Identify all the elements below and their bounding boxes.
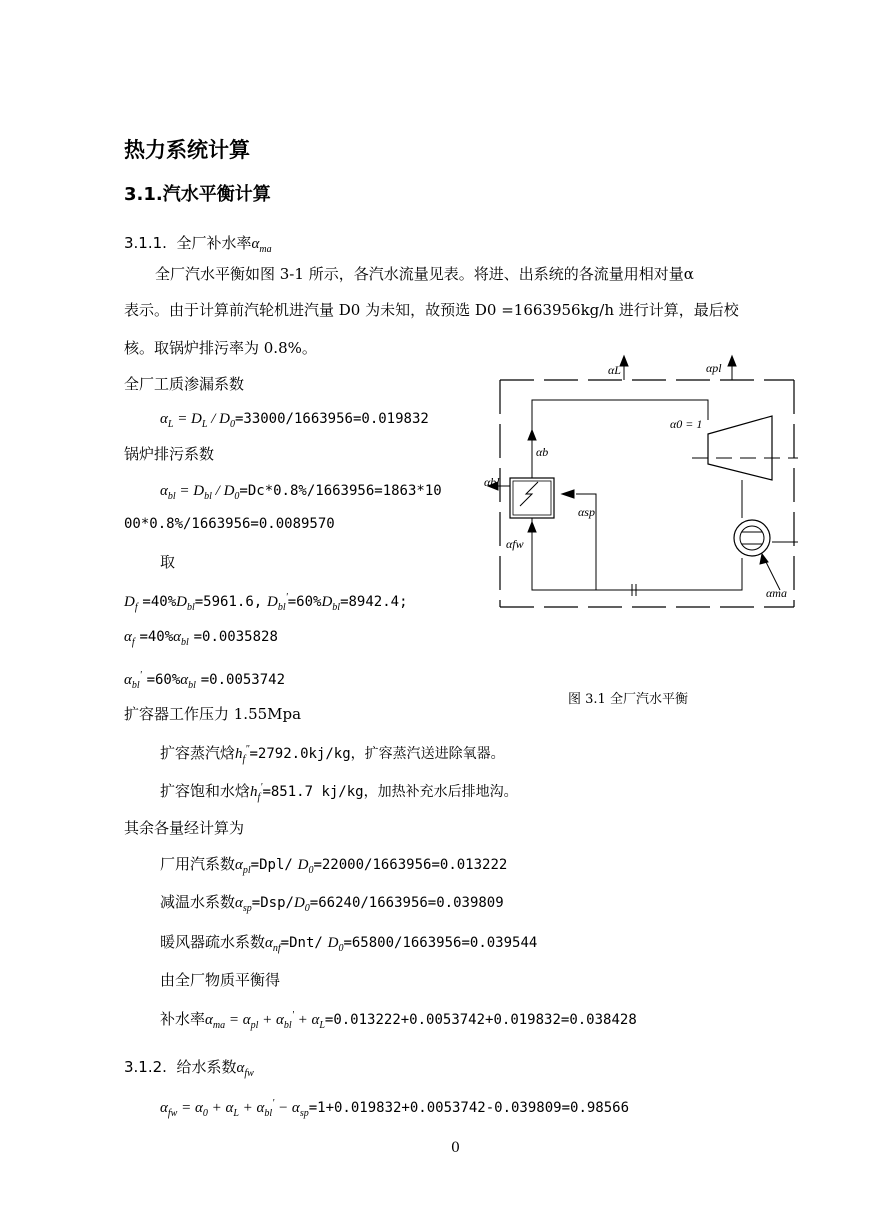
turbine: [692, 416, 798, 480]
svg-text:αb: αb: [536, 445, 549, 459]
boiler: [510, 478, 554, 518]
blowdown-title: 锅炉排污系数: [124, 445, 215, 463]
df-equation: $D_f =40\%D_{bl}=5961.6$, $D_{bl}'=60\%D_{bl}=8942.4$;: [124, 592, 408, 613]
condenser: [734, 520, 798, 556]
leak-equation: $\alpha_L = D_L / D_0=33000/1663956=0.019832$: [160, 411, 429, 430]
steam-piping: [532, 400, 742, 596]
figure-caption: 图 3.1 全厂汽水平衡: [568, 692, 688, 707]
water-balance-diagram: [480, 352, 810, 614]
paragraph-line-3: 核。取锅炉排污率为 0.8%。: [124, 339, 317, 357]
af-equation: $\alpha_f =40\%\alpha_{bl} =0.0035828$: [124, 629, 278, 648]
desuperheat-line: 减温水系数$\alpha_{sp}=Dsp/D_0=66240/1663956=0.039809$: [160, 893, 504, 914]
plant-steam-line: 厂用汽系数$\alpha_{pl}=Dpl/$ $D_0=22000/1663956=0.013222$: [160, 855, 508, 876]
expander-title: 扩容器工作压力 1.55Mpa: [124, 705, 302, 723]
feedwater-equation: $\alpha_{fw} = \alpha_0 + \alpha_L + \alpha_{bl}' - \alpha_{sp}=1+0.019832+0.0053742-0.039809=0.98566$: [160, 1098, 630, 1119]
expander-steam-line: 扩容蒸汽焓$h_f^"=2792.0kj/kg$，扩容蒸汽送进除氧器。: [160, 744, 505, 765]
svg-text:α0 = 1: α0 = 1: [670, 417, 703, 431]
svg-text:αfw: αfw: [506, 537, 524, 551]
balance-title: 由全厂物质平衡得: [160, 971, 281, 989]
svg-text:αbl: αbl: [484, 475, 500, 489]
paragraph-line-1: 全厂汽水平衡如图 3-1 所示，各汽水流量见表。将进、出系统的各流量用相对量α: [155, 265, 694, 283]
leak-title: 全厂工质渗漏系数: [124, 375, 245, 393]
blowdown-equation-1: $\alpha_{bl} = D_{bl} / D_0=Dc*0.8\%/1663956=1863*10$: [160, 483, 442, 502]
svg-text:αpl: αpl: [706, 361, 722, 375]
svg-text:αL: αL: [608, 363, 621, 377]
paragraph-line-2: 表示。由于计算前汽轮机进汽量 D0 为未知，故预选 D0 =1663956kg/h 进行计算，最后校: [124, 301, 739, 319]
svg-text:αma: αma: [766, 586, 787, 600]
section-heading-3-1: 3.1.汽水平衡计算: [124, 184, 271, 205]
air-heater-line: 暖风器疏水系数$\alpha_{nf}=Dnt/$ $D_0=65800/1663956=0.039544$: [160, 933, 538, 954]
page-number: 0: [451, 1140, 460, 1156]
take-label: 取: [160, 553, 176, 571]
page-title: 热力系统计算: [124, 138, 250, 162]
expander-water-line: 扩容饱和水焓$h_f'=851.7$ kj/kg，加热补充水后排地沟。: [160, 782, 518, 803]
svg-text:αsp: αsp: [578, 505, 595, 519]
section-heading-3-1-1: 3.1.1. 全厂补水率$\alpha_{ma}$: [124, 234, 272, 255]
makeup-equation: 补水率$\alpha_{ma} = \alpha_{pl} + \alpha_{bl}' + \alpha_L=0.013222+0.0053742+0.019832=0.038428$: [160, 1010, 637, 1031]
section-heading-3-1-2: 3.1.2. 给水系数$\alpha_{fw}$: [124, 1058, 254, 1079]
blowdown-equation-2: 00*0.8%/1663956=0.0089570: [124, 516, 335, 532]
abl-equation: $\alpha_{bl}' =60\%\alpha_{bl} =0.0053742$: [124, 670, 286, 691]
rest-title: 其余各量经计算为: [124, 819, 245, 837]
